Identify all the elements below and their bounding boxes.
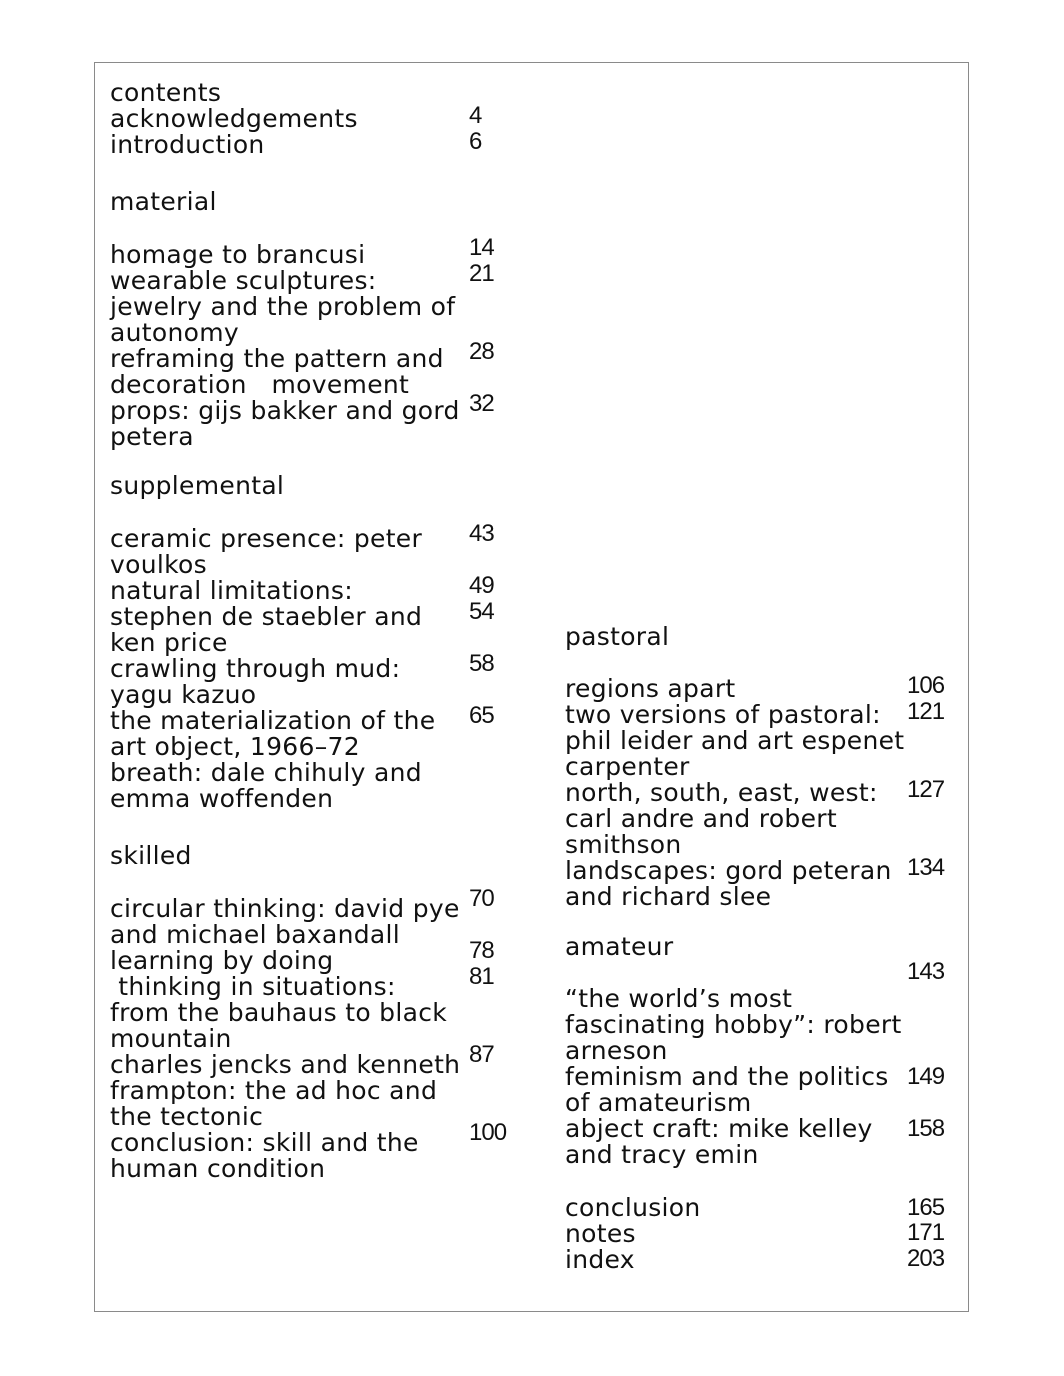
toc-entry-page: 81 [469, 963, 494, 990]
toc-entry-page: 106 [907, 672, 945, 699]
section-heading-amateur: amateur [565, 932, 674, 961]
toc-entry-line[interactable]: fascinating hobby”: robert [565, 1010, 902, 1039]
toc-entry-line[interactable]: phil leider and art espenet [565, 726, 905, 755]
toc-entry-line[interactable]: reframing the pattern and [110, 344, 444, 373]
toc-entry-page: 134 [907, 854, 945, 881]
toc-entry-page: 203 [907, 1245, 945, 1272]
toc-entry-line[interactable]: autonomy [110, 318, 239, 347]
toc-entry-line[interactable]: smithson [565, 830, 682, 859]
toc-entry-page: 149 [907, 1063, 945, 1090]
toc-entry-page: 43 [469, 520, 494, 547]
toc-entry-page: 158 [907, 1115, 945, 1142]
toc-entry-line[interactable]: stephen de staebler and [110, 602, 423, 631]
toc-entry-line[interactable]: from the bauhaus to black [110, 998, 448, 1027]
toc-entry-line[interactable]: emma woffenden [110, 784, 334, 813]
toc-entry-page: 121 [907, 698, 945, 725]
toc-entry-page: 165 [907, 1194, 945, 1221]
toc-entry-page: 4 [469, 102, 482, 129]
toc-entry-line[interactable]: conclusion: skill and the [110, 1128, 419, 1157]
toc-entry-line[interactable]: circular thinking: david pye [110, 894, 460, 923]
toc-entry-line[interactable]: feminism and the politics [565, 1062, 889, 1091]
toc-entry-line[interactable]: and richard slee [565, 882, 772, 911]
toc-entry-line[interactable]: art object, 1966–72 [110, 732, 360, 761]
toc-entry-page: 54 [469, 598, 494, 625]
toc-entry-page: 87 [469, 1041, 494, 1068]
toc-entry-line[interactable]: abject craft: mike kelley [565, 1114, 873, 1143]
toc-entry-line[interactable]: carpenter [565, 752, 690, 781]
toc-entry-page: 58 [469, 650, 494, 677]
toc-entry-line[interactable]: landscapes: gord peteran [565, 856, 892, 885]
toc-entry-line[interactable]: learning by doing [110, 946, 334, 975]
toc-entry-page: 65 [469, 702, 494, 729]
toc-entry-line[interactable]: decoration movement [110, 370, 410, 399]
toc-entry-line[interactable]: crawling through mud: [110, 654, 401, 683]
toc-entry-page: 28 [469, 338, 494, 365]
toc-entry-line[interactable]: frampton: the ad hoc and [110, 1076, 438, 1105]
section-heading-pastoral: pastoral [565, 622, 670, 651]
toc-entry-line[interactable]: wearable sculptures: [110, 266, 377, 295]
toc-entry-page: 171 [907, 1219, 945, 1246]
toc-entry-line[interactable]: carl andre and robert [565, 804, 837, 833]
toc-entry-line[interactable]: mountain [110, 1024, 232, 1053]
section-heading-supplemental: supplemental [110, 471, 285, 500]
toc-entry-line[interactable]: jewelry and the problem of [110, 292, 456, 321]
toc-entry-line[interactable]: of amateurism [565, 1088, 752, 1117]
toc-entry-page: 14 [469, 234, 494, 261]
toc-entry-line[interactable]: arneson [565, 1036, 668, 1065]
toc-entry-line[interactable]: north, south, east, west: [565, 778, 878, 807]
toc-entry-line[interactable]: and michael baxandall [110, 920, 400, 949]
toc-entry-line[interactable]: voulkos [110, 550, 207, 579]
toc-entry-page: 143 [907, 958, 945, 985]
toc-entry-line[interactable]: ken price [110, 628, 228, 657]
toc-entry-line[interactable]: homage to brancusi [110, 240, 366, 269]
toc-entry-line[interactable]: charles jencks and kenneth [110, 1050, 461, 1079]
toc-entry-line[interactable]: regions apart [565, 674, 736, 703]
toc-entry-line[interactable]: ceramic presence: peter [110, 524, 423, 553]
toc-entry-title[interactable]: acknowledgements [110, 104, 358, 133]
toc-entry-line[interactable]: the materialization of the [110, 706, 436, 735]
toc-entry-page: 127 [907, 776, 945, 803]
toc-entry-title[interactable]: introduction [110, 130, 265, 159]
toc-entry-line[interactable]: petera [110, 422, 194, 451]
toc-entry-page: 78 [469, 937, 494, 964]
section-heading-material: material [110, 187, 217, 216]
toc-entry-page: 32 [469, 390, 494, 417]
toc-entry-line[interactable]: yagu kazuo [110, 680, 257, 709]
toc-entry-line[interactable]: the tectonic [110, 1102, 264, 1131]
toc-entry-line[interactable]: thinking in situations: [110, 972, 396, 1001]
toc-entry-title[interactable]: index [565, 1245, 635, 1274]
contents-heading: contents [110, 78, 222, 107]
section-heading-skilled: skilled [110, 841, 192, 870]
toc-entry-page: 6 [469, 128, 482, 155]
toc-entry-line[interactable]: natural limitations: [110, 576, 353, 605]
toc-entry-page: 21 [469, 260, 494, 287]
toc-entry-title[interactable]: conclusion [565, 1193, 701, 1222]
toc-entry-line[interactable]: breath: dale chihuly and [110, 758, 422, 787]
toc-entry-line[interactable]: props: gijs bakker and gord [110, 396, 460, 425]
toc-entry-line[interactable]: two versions of pastoral: [565, 700, 881, 729]
toc-entry-page: 70 [469, 885, 494, 912]
toc-entry-page: 49 [469, 572, 494, 599]
toc-entry-line[interactable]: and tracy emin [565, 1140, 759, 1169]
toc-entry-page: 100 [469, 1119, 507, 1146]
toc-entry-line[interactable]: human condition [110, 1154, 326, 1183]
toc-entry-title[interactable]: notes [565, 1219, 636, 1248]
toc-entry-line[interactable]: “the world’s most [565, 984, 793, 1013]
